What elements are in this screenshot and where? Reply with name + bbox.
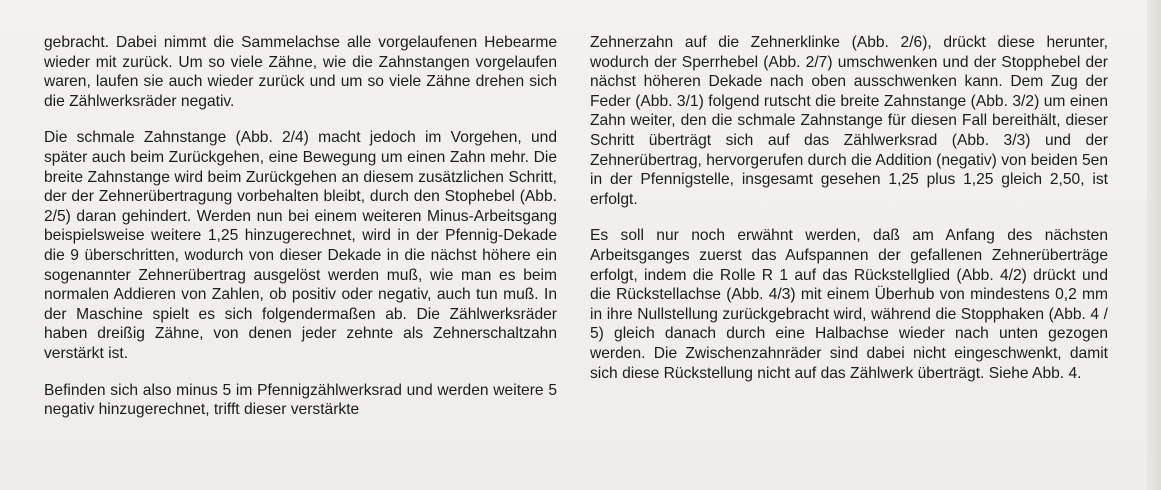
page-edge-shadow [1147,0,1161,490]
left-column [44,33,557,420]
paragraph: Zehnerzahn auf die Zehnerklinke (Abb. 2/6), drückt diese herunter, wodurch der Sperrhebel (Abb. 2/7) umschwenken und der Stopphebel der nächst höheren Dekade nach oben ausschwenken kann. Dem Zug der Feder (Abb. 3/1) folgend rutscht die breite Zahnstange (Abb. 3/2) um einen Zahn weiter, den die schmale Zahnstange für diesen Fall bereithält, dieser Schritt überträgt sich auf das Zählwerksrad (Abb. 3/3) und der Zehnerübertrag, hervorgerufen durch die Addition (negativ) von beiden 5en in der Pfennigstelle, insgesamt gesehen 1,25 plus 1,25 gleich 2,50, ist erfolgt. [590,34,1108,208]
paragraph: Befinden sich also minus 5 im Pfennigzählwerksrad und werden weitere 5 negativ hinzugerechnet, trifft dieser verstärkte [44,381,557,419]
right-column [590,33,1108,383]
paragraph: gebracht. Dabei nimmt die Sammelachse alle vorgelaufenen Hebearme wieder mit zurück. Um so viele Zähne, wie die Zahnstangen vorgelaufen waren, laufen sie auch wieder zurück und um so viele Zähne drehen sich die Zählwerksräder negativ. [44,34,557,110]
paragraph: Die schmale Zahnstange (Abb. 2/4) macht jedoch im Vorgehen, und später auch beim Zurückgehen, eine Bewegung um einen Zahn mehr. Die breite Zahnstange wird beim Zurückgehen an diesem zusätzlichen Schritt, der der Zehnerübertragung vorbehalten bleibt, durch den Stophebel (Abb. 2/5) daran gehindert. Werden nun bei einem weiteren Minus-Arbeitsgang beispielsweise weitere 1,25 hinzugerechnet, wird in der Pfennig-Dekade die 9 überschritten, wodurch von dieser Dekade in die nächst höhere ein sogenannter Zehnerübertrag ausgelöst werden muß, wie man es beim normalen Addieren von Zahlen, ob positiv oder negativ, auch tun muß. In der Maschine spielt es sich folgendermaßen ab. Die Zählwerksräder haben dreißig Zähne, von denen jeder zehnte als Zehnerschaltzahn verstärkt ist. [44,129,557,362]
paragraph: Es soll nur noch erwähnt werden, daß am Anfang des nächsten Arbeitsganges zuerst das Aufspannen der gefallenen Zehnerüberträge erfolgt, indem die Rolle R 1 auf das Rückstellglied (Abb. 4/2) drückt und die Rückstellachse (Abb. 4/3) mit einem Überhub von mindestens 0,2 mm in ihre Nullstellung zurückgebracht wird, während die Stopphaken (Abb. 4 / 5) gleich danach durch eine Halbachse wieder nach unten gezogen werden. Die Zwischenzahnräder sind dabei nicht eingeschwenkt, damit sich diese Rückstellung nicht auf das Zählwerk überträgt. Siehe Abb. 4. [590,227,1108,382]
